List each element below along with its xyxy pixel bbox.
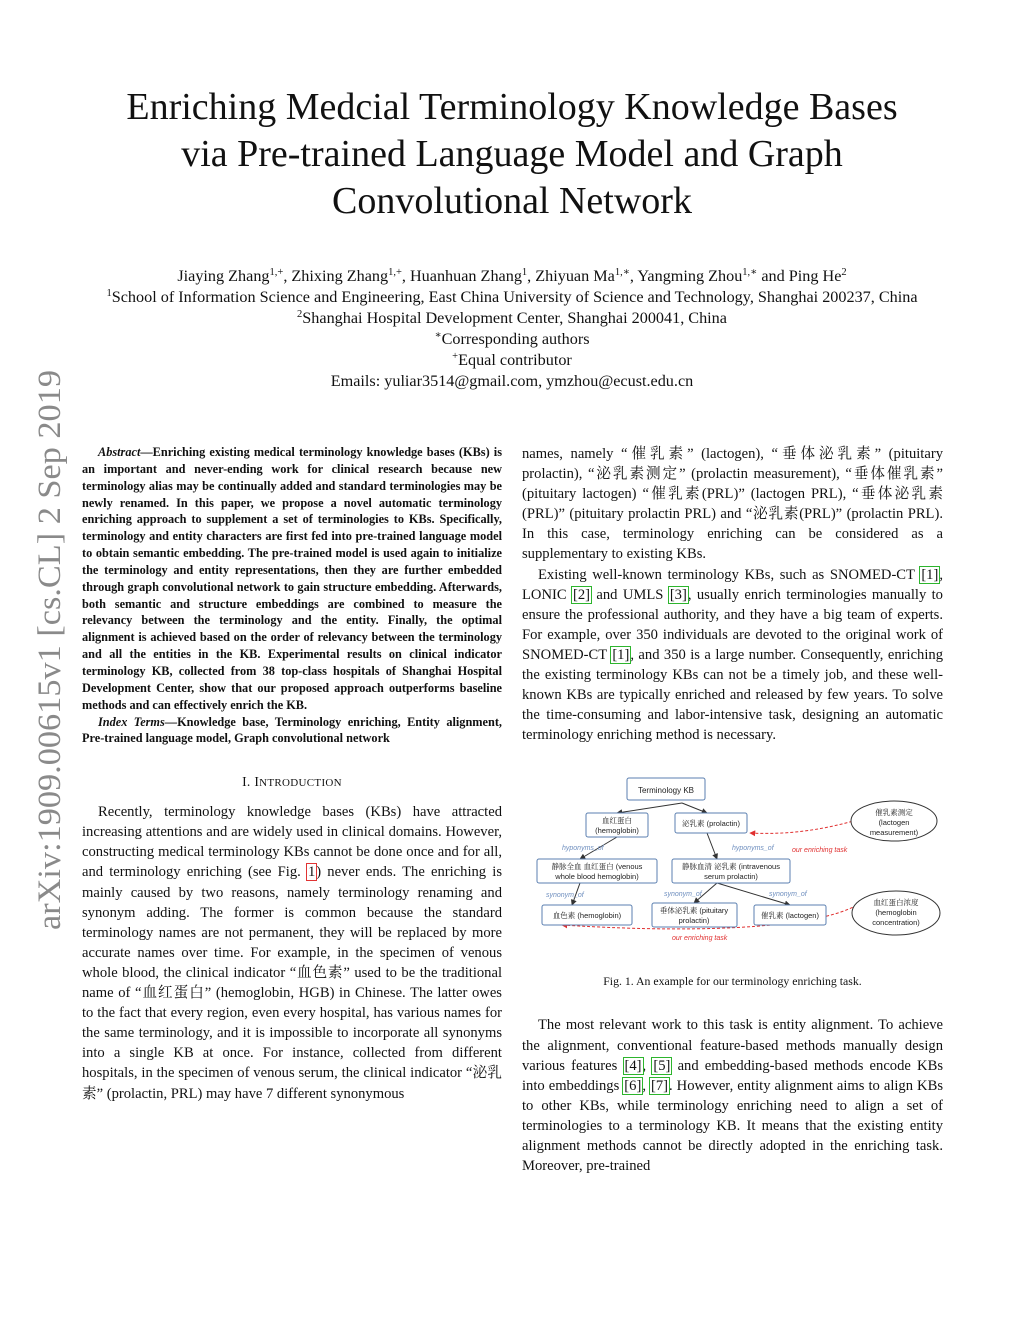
left-column <box>82 444 502 1104</box>
node-label: whole blood hemoglobin) <box>555 872 639 882</box>
figure-ref-link[interactable]: 1 <box>307 864 316 881</box>
intro-paragraph-1 <box>82 802 502 1103</box>
affiliation-text: School of Information Science and Engineering, East China University of Science and Technology, Shanghai 200237, China <box>111 288 918 306</box>
affiliation-1 <box>60 287 964 308</box>
author-name: Ping He <box>788 267 842 285</box>
node-label: 垂体泌乳素 (pituitary <box>659 906 729 916</box>
node-label: prolactin) <box>678 916 710 926</box>
paragraph-text: . However, entity alignment aims to align KBs to other KBs, while terminology enriching need to align a set of terminologies to a terminology KB. It means that the existing entity alignment methods cannot be directly adopted in the enriching task. Moreover, pre-trained <box>522 1077 943 1175</box>
note-sup: ∗ <box>434 330 442 341</box>
edge-label-hyponyms: hyponyms_of <box>732 845 774 853</box>
node-prolactin <box>675 813 747 833</box>
right-paragraph-1: names, namely “催乳素” (lactogen), “垂体泌乳素” (pituitary prolactin), “泌乳素测定” (prolactin measurement), “垂体催乳素” (pituitary lactogen) “催乳素(PRL)” (lactogen PRL), “垂体泌乳素(PRL)” (pituitary prolactin PRL) and “泌乳素(PRL)” (prolactin PRL). In this case, terminology enriching can be considered as a supplementary to existing KBs. <box>522 446 943 563</box>
edge-label-synonym: synonym_of <box>769 891 807 899</box>
node-label: 静脉血清 泌乳素 (intravenous <box>682 862 780 872</box>
paragraph-text: , LONIC <box>522 566 943 603</box>
author-name: Zhixing Zhang <box>291 267 389 285</box>
figure-1-caption: Fig. 1. An example for our terminology enriching task. <box>603 974 862 989</box>
node-label: serum prolactin) <box>704 872 758 882</box>
node-venous-hemoglobin <box>537 859 657 883</box>
citation-link[interactable]: [7] <box>650 1077 669 1094</box>
affiliation-sup: 2 <box>297 309 303 320</box>
paragraph-text: , <box>642 1077 650 1094</box>
edge-label-enrich: our enriching task <box>792 847 848 855</box>
section-title-rest: NTRODUCTION <box>259 777 342 790</box>
author-name: Jiaying Zhang <box>177 267 270 285</box>
arxiv-stamp <box>22 365 72 930</box>
node-lactogen <box>754 905 826 925</box>
affiliation-text: Shanghai Hospital Development Center, Shanghai 200041, China <box>302 309 727 327</box>
affiliation-2 <box>60 308 964 329</box>
citation-link[interactable]: [2] <box>572 586 591 603</box>
right-column <box>522 444 943 1176</box>
citation-link[interactable]: [1] <box>921 566 939 583</box>
author-list <box>60 266 964 287</box>
citation-link[interactable]: [5] <box>653 1057 671 1074</box>
abstract <box>82 444 502 714</box>
note-text: Corresponding authors <box>441 330 590 348</box>
title-line-3: Convolutional Network <box>332 180 692 222</box>
emails: Emails: yuliar3514@gmail.com, ymzhou@ecust.edu.cn <box>330 372 694 390</box>
title-line-2: via Pre-trained Language Model and Graph <box>181 133 843 175</box>
author-name: Yangming Zhou <box>637 267 743 285</box>
node-pituitary-prolactin <box>652 903 737 927</box>
node-label: 静脉全血 血红蛋白 (venous <box>551 862 643 872</box>
arxiv-stamp-text: arXiv:1909.00615v1 [cs.CL] 2 Sep 2019 <box>32 391 68 930</box>
node-label: 血红蛋白 <box>602 816 632 826</box>
author-sep: and <box>757 267 789 285</box>
node-xuesesu <box>542 905 632 925</box>
paragraph-text: , and 350 is a large number. Consequently, enriching the existing terminology KBs can not be a timely job, and these well-known KBs are typically enriched and released by few years. To solve the time-consuming and labor-intensive task, designing an automatic terminology enriching method is necessary. <box>522 646 943 744</box>
abstract-text: —Enriching existing medical terminology knowledge bases (KBs) is an important and never-ending work for clinical research because new terminology alias may be continually added and standard terminologies may be newly renamed. In this paper, we propose a novel automatic terminology enriching approach to supplement a set of terminologies to KBs. Specifically, terminology and entity characters are first fed into pre-trained language model to obtain semantic embedding. The pre-trained model is used again to initialize the terminology and entity representations, then they are further embedded through graph convolutional network to gain structure embedding. Afterwards, both semantic and structure embeddings are combined to measure the relevancy between the terminology and the entity. Finally, the optimal alignment is achieved based on the order of relevancy between the terminology and all the entities in the KB. Experimental results on clinical indicator terminology KB, collected from 38 top-class hospitals of Shanghai Hospital Development Center, show that our proposed approach outperforms baseline methods and can effectively enrich the KB. <box>82 445 502 712</box>
citation-link[interactable]: [6] <box>624 1077 642 1094</box>
node-label: Terminology KB <box>637 786 695 796</box>
node-label: 血色素 (hemoglobin) <box>552 911 622 921</box>
node-label: (hemoglobin) <box>595 826 639 836</box>
node-label: 催乳素 (lactogen) <box>761 911 819 921</box>
node-lactogen-measurement <box>851 801 937 841</box>
author-sup: 1,+ <box>388 267 402 278</box>
paragraph-text: and UMLS <box>591 586 669 603</box>
citation-link[interactable]: [3] <box>669 586 687 603</box>
affiliation-sup: 1 <box>106 288 112 299</box>
paragraph-text: ) never ends. The enriching is mainly caused by two reasons, namely terminology renaming and synonym adding. The former is common because the standard terminology names are not permanent, they will be replaced by more accurate names over time. For example, in the specimen of venous whole blood, the clinical indicator “血色素” used to be the traditional name of “血红蛋白” (hemoglobin, HGB) in Chinese. The latter owes to the fact that every region, even every hospital, has various names for the same terminology, and it is impossible to incorporate all synonyms into a single KB at once. For instance, collected from different hospitals, in the specimen of venous serum, the clinical indicator “泌乳素” (prolactin, PRL) may have 7 different synonymous <box>82 864 502 1102</box>
node-terminology-kb <box>627 778 705 800</box>
paragraph-text: and embedding-based methods encode KBs into embeddings <box>522 1057 943 1094</box>
figure-1-diagram <box>522 775 943 960</box>
node-label: measurement) <box>869 828 919 838</box>
citation-link[interactable]: [4] <box>624 1057 642 1074</box>
node-label: (lactogen <box>878 818 910 828</box>
corresponding-note <box>60 329 964 350</box>
section-number: I. <box>242 774 255 790</box>
node-serum-prolactin <box>672 859 790 883</box>
abstract-lead: Abstract <box>98 445 141 459</box>
node-label: 催乳素测定 <box>875 808 913 818</box>
author-sep: , <box>283 267 292 285</box>
node-label: concentration) <box>872 918 920 928</box>
edge-label-synonym: synonym_of <box>546 892 584 900</box>
title-line-1: Enriching Medcial Terminology Knowledge Bases <box>126 86 898 128</box>
note-sup: + <box>452 351 459 362</box>
node-hemoglobin-concentration <box>852 891 940 935</box>
author-sup: 1 <box>521 267 528 278</box>
edge-label-enrich: our enriching task <box>672 935 728 943</box>
paragraph-text: Existing well-known terminology KBs, such as SNOMED-CT <box>538 566 921 583</box>
edge-label-hyponyms: hyponyms_of <box>562 845 604 853</box>
right-paragraph-2 <box>522 565 943 746</box>
right-paragraph-3 <box>522 1015 943 1176</box>
author-sup: 1,∗ <box>614 267 630 278</box>
index-terms-lead: Index Terms <box>98 714 165 729</box>
author-block <box>60 266 964 392</box>
index-terms <box>82 714 502 748</box>
node-label: (hemoglobin <box>875 908 917 918</box>
author-name: Zhiyuan Ma <box>535 267 615 285</box>
section-heading-introduction <box>82 774 502 790</box>
paragraph-text: , <box>642 1057 653 1074</box>
section-title-first: I <box>254 774 260 790</box>
author-sup: 2 <box>841 267 847 278</box>
node-hemoglobin <box>586 813 648 837</box>
index-terms-text: —Knowledge base, Terminology enriching, Entity alignment, Pre-trained language model, Graph convolutional network <box>82 714 503 746</box>
node-label: 泌乳素 (prolactin) <box>682 819 740 829</box>
paragraph-text: , usually enrich terminologies manually to ensure the professional authority, and they have a big team of experts. For example, over 350 individuals are devoted to the original work of SNOMED-CT <box>522 586 943 663</box>
paragraph-text: The most relevant work to this task is entity alignment. To achieve the alignment, conventional feature-based methods manually design various features <box>522 1017 943 1074</box>
paragraph-text: Recently, terminology knowledge bases (KBs) have attracted increasing attentions and are widely used in clinical domains. However, constructing medical terminology KBs cannot be done once and for all, and terminology enriching (see Fig. <box>82 804 502 881</box>
author-name: Huanhuan Zhang <box>409 267 522 285</box>
edge-label-synonym: synonym_of <box>664 891 702 899</box>
author-sep: , <box>527 267 536 285</box>
figure-1 <box>522 775 943 960</box>
node-label: 血红蛋白浓度 <box>873 898 919 908</box>
equal-note <box>60 350 964 371</box>
author-sep: , <box>401 267 410 285</box>
citation-link[interactable]: [1] <box>612 646 630 663</box>
note-text: Equal contributor <box>458 351 572 369</box>
author-sup: 1,∗ <box>742 267 758 278</box>
author-sep: , <box>629 267 638 285</box>
author-sup: 1,+ <box>269 267 284 278</box>
paper-title <box>60 84 964 225</box>
